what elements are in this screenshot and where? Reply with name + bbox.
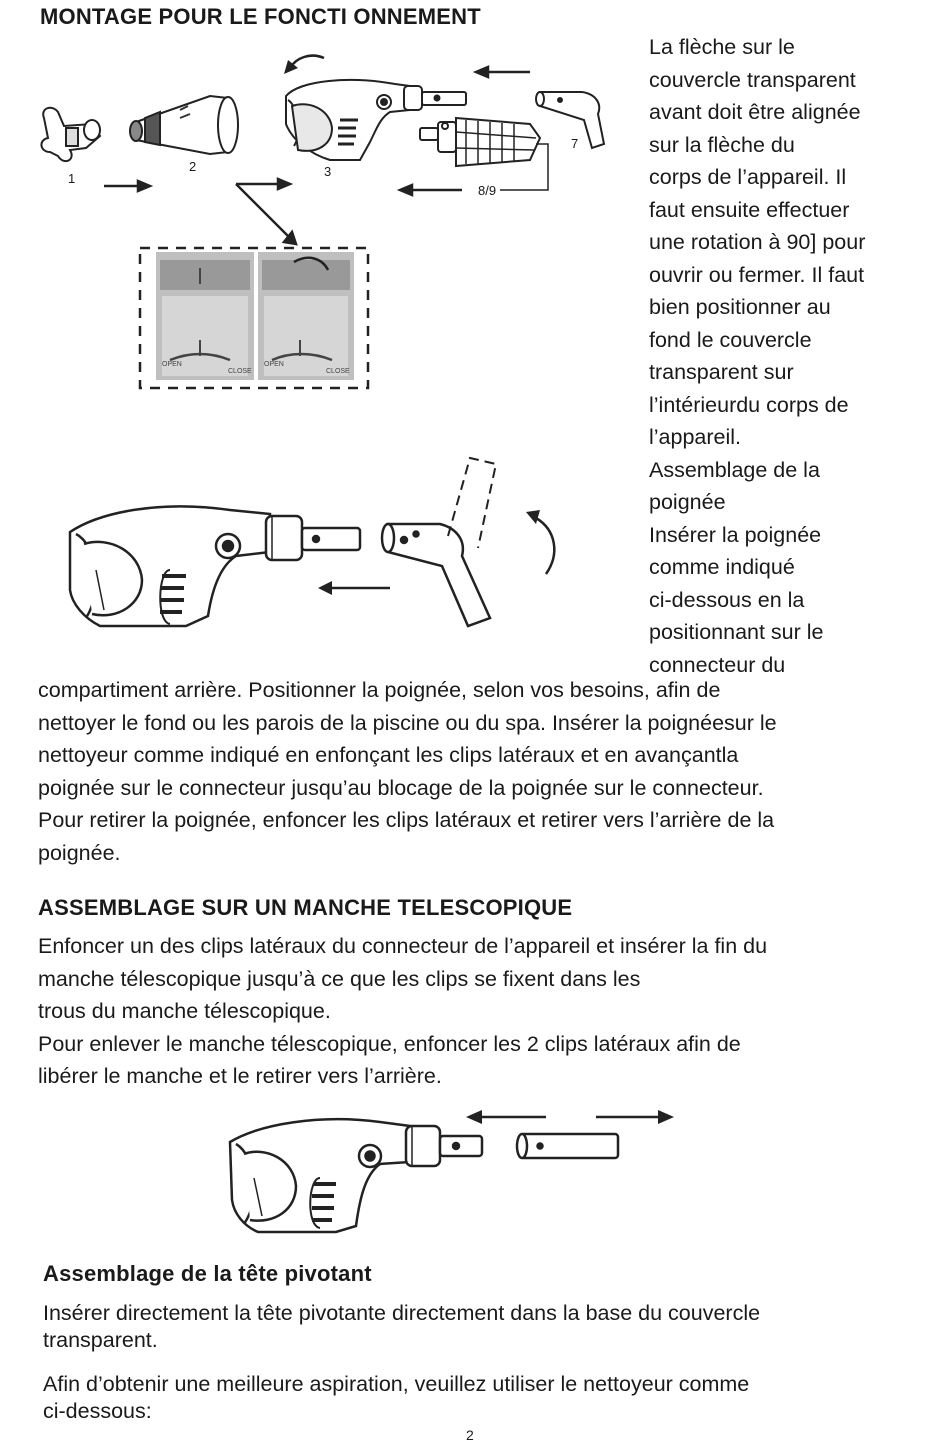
- photo-label-open-2: OPEN: [264, 361, 284, 368]
- text-line: positionnant sur le: [649, 620, 824, 644]
- right-column-text: [649, 31, 949, 681]
- text-line: Pour enlever le manche télescopique, enfoncer les 2 clips latéraux afin de: [38, 1031, 741, 1056]
- text-line: transparent.: [43, 1328, 158, 1352]
- text-line: comme indiqué: [649, 555, 795, 579]
- part-2-front-cap-icon: [130, 96, 238, 154]
- photo-label-close-2: CLOSE: [326, 368, 350, 375]
- text-line: poignée.: [38, 840, 121, 865]
- text-line: faut ensuite effectuer: [649, 197, 850, 222]
- part-1-swivel-head-icon: [41, 108, 100, 161]
- section-title-tete-pivotant: Assemblage de la tête pivotant: [43, 1261, 372, 1286]
- text-line: trous du manche télescopique.: [38, 999, 331, 1023]
- text-line: Pour retirer la poignée, enfoncer les clips latéraux et retirer vers l’arrière de la: [38, 808, 775, 832]
- text-line: poignée: [649, 490, 726, 514]
- text-line: l’intérieurdu corps de: [649, 392, 849, 417]
- text-line: Afin d’obtenir une meilleure aspiration, veuillez utiliser le nettoyeur comme: [43, 1372, 750, 1396]
- text-line: Insérer la poignée: [649, 522, 822, 547]
- text-line: nettoyeur comme indiqué en enfonçant les clips latéraux et en avançantla: [38, 743, 739, 767]
- text-line: Assemblage de la: [649, 457, 820, 482]
- photo-label-close-1: CLOSE: [228, 368, 252, 375]
- text-line: Enfoncer un des clips latéraux du connecteur de l’appareil et insérer la fin du: [38, 934, 768, 958]
- tete-paragraph-2: [43, 1371, 923, 1425]
- handle-part: [382, 524, 490, 626]
- text-line: poignée sur le connecteur jusqu’au blocage de la poignée sur le connecteur.: [38, 775, 764, 800]
- part-number-7: 7: [571, 136, 579, 151]
- text-line: corps de l’appareil. Il: [649, 165, 847, 189]
- text-line: fond le couvercle: [649, 327, 812, 352]
- page-number: 2: [466, 1427, 474, 1443]
- text-line: libérer le manche et le retirer vers l’arrière.: [38, 1064, 442, 1088]
- part-7-handle-icon: [536, 92, 604, 148]
- full-width-paragraph: [38, 674, 918, 869]
- exploded-parts-diagram: [0, 0, 640, 400]
- section-title-montage: MONTAGE POUR LE FONCTI ONNEMENT: [40, 4, 481, 29]
- text-line: ci-dessous:: [43, 1399, 152, 1423]
- part-number-8-9: 8/9: [478, 183, 497, 198]
- text-line: nettoyer le fond ou les parois de la piscine ou du spa. Insérer la poignéesur le: [38, 710, 777, 735]
- text-line: ouvrir ou fermer. Il faut: [649, 262, 865, 287]
- rotate-handle-arrow-icon: [536, 518, 554, 574]
- text-line: transparent sur: [649, 360, 794, 384]
- telescopic-pole-diagram: [0, 1100, 720, 1240]
- text-line: ci-dessous en la: [649, 587, 805, 612]
- text-line: manche télescopique jusqu’à ce que les clips se fixent dans les: [38, 966, 641, 991]
- part-number-3: 3: [324, 164, 332, 179]
- text-line: La flèche sur le: [649, 35, 795, 59]
- text-line: connecteur du: [649, 652, 786, 677]
- telescopique-paragraph: [38, 930, 918, 1093]
- text-line: bien positionner au: [649, 295, 831, 319]
- text-line: Insérer directement la tête pivotante directement dans la base du couvercle: [43, 1301, 761, 1325]
- text-line: couvercle transparent: [649, 67, 856, 92]
- part-8-9-filter-icon: [420, 118, 540, 166]
- handle-assembly-diagram: [0, 440, 640, 640]
- photo-label-open-1: OPEN: [162, 361, 182, 368]
- part-number-1: 1: [68, 171, 76, 186]
- text-line: sur la flèche du: [649, 132, 795, 157]
- text-line: compartiment arrière. Positionner la poignée, selon vos besoins, afin de: [38, 678, 721, 702]
- part-number-2: 2: [189, 159, 197, 174]
- text-line: une rotation à 90] pour: [649, 230, 866, 254]
- text-line: avant doit être alignée: [649, 100, 861, 124]
- section-title-telescopique: ASSEMBLAGE SUR UN MANCHE TELESCOPIQUE: [38, 895, 573, 920]
- text-line: l’appareil.: [649, 425, 742, 449]
- tete-paragraph-1: [43, 1300, 923, 1354]
